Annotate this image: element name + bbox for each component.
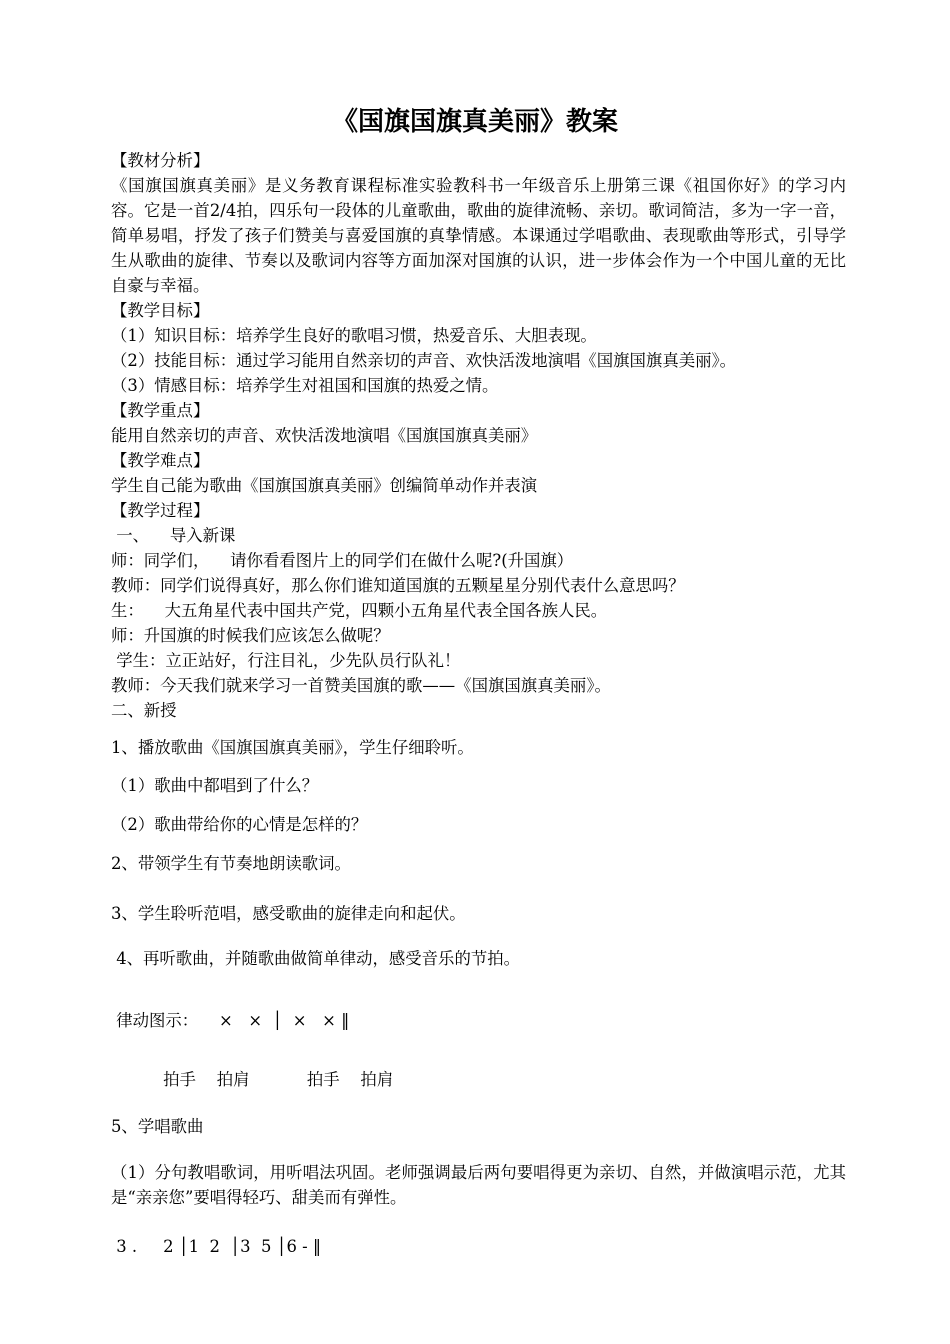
analysis-paragraph: 《国旗国旗真美丽》是义务教育课程标准实验教科书一年级音乐上册第三课《祖国你好》的学习内容。它是一首2/4拍，四乐句一段体的儿童歌曲，歌曲的旋律流畅、亲切。歌词简洁，多为一字一音，简单易唱，抒发了孩子们赞美与喜爱国旗的真挚情感。本课通过学唱歌曲、表现歌曲等形式，引导学生从歌曲的旋律、节奏以及歌词内容等方面加深对国旗的认识，进一步体会作为一个中国儿童的无比自豪与幸福。 <box>111 176 846 295</box>
heading-process: 【教学过程】 <box>111 501 210 520</box>
question-item: （1）歌曲中都唱到了什么？ <box>111 776 319 795</box>
document-title: 《国旗国旗真美丽》教案 <box>331 107 618 137</box>
step-item: 2、带领学生有节奏地朗读歌词。 <box>111 854 351 873</box>
key-point-text: 能用自然亲切的声音、欢快活泼地演唱《国旗国旗真美丽》 <box>111 426 538 445</box>
dialog-line: 师：升国旗的时候我们应该怎么做呢？ <box>111 626 390 645</box>
goal-knowledge: （1）知识目标：培养学生良好的歌唱习惯，热爱音乐、大胆表现。 <box>111 326 597 345</box>
heading-key-point: 【教学重点】 <box>111 401 210 420</box>
dialog-line: 教师：同学们说得真好，那么你们谁知道国旗的五颗星星分别代表什么意思吗？ <box>111 576 685 595</box>
teaching-paragraph: （1）分句教唱歌词，用听唱法巩固。老师强调最后两句要唱得更为亲切、自然，并做演唱示范，尤其是“亲亲您”要唱得轻巧、甜美而有弹性。 <box>111 1163 846 1207</box>
step-item: 5、学唱歌曲 <box>111 1117 204 1136</box>
heading-analysis: 【教材分析】 <box>111 151 210 170</box>
heading-goals: 【教学目标】 <box>111 301 210 320</box>
rhythm-diagram: 律动图示： × × │ × × ‖ <box>111 1011 350 1030</box>
section-intro-heading: 一、 导入新课 <box>111 526 236 545</box>
step-item: 3、学生聆听范唱，感受歌曲的旋律走向和起伏。 <box>111 904 466 923</box>
section-new-lesson-heading: 二、新授 <box>111 701 177 720</box>
dialog-line: 教师：今天我们就来学习一首赞美国旗的歌——《国旗国旗真美丽》。 <box>111 676 611 695</box>
dialog-line: 师：同学们， 请你看看图片上的同学们在做什么呢?(升国旗） <box>111 551 574 570</box>
step-item: 4、再听歌曲，并随歌曲做简单律动，感受音乐的节拍。 <box>111 949 521 968</box>
goal-skill: （2）技能目标：通过学习能用自然亲切的声音、欢快活泼地演唱《国旗国旗真美丽》。 <box>111 351 737 370</box>
music-notation: 3 . 2 │1 2 │3 5 │6 - ‖ <box>111 1237 322 1256</box>
dialog-line: 学生：立正站好，行注目礼，少先队员行队礼！ <box>111 651 461 670</box>
difficulty-text: 学生自己能为歌曲《国旗国旗真美丽》创编简单动作并表演 <box>111 476 538 495</box>
goal-emotion: （3）情感目标：培养学生对祖国和国旗的热爱之情。 <box>111 376 499 395</box>
dialog-line: 生： 大五角星代表中国共产党，四颗小五角星代表全国各族人民。 <box>111 601 608 620</box>
rhythm-actions: 拍手 拍肩 拍手 拍肩 <box>111 1070 394 1089</box>
step-item: 1、播放歌曲《国旗国旗真美丽》，学生仔细聆听。 <box>111 738 474 757</box>
heading-difficulty: 【教学难点】 <box>111 451 210 470</box>
question-item: （2）歌曲带给你的心情是怎样的？ <box>111 815 368 834</box>
